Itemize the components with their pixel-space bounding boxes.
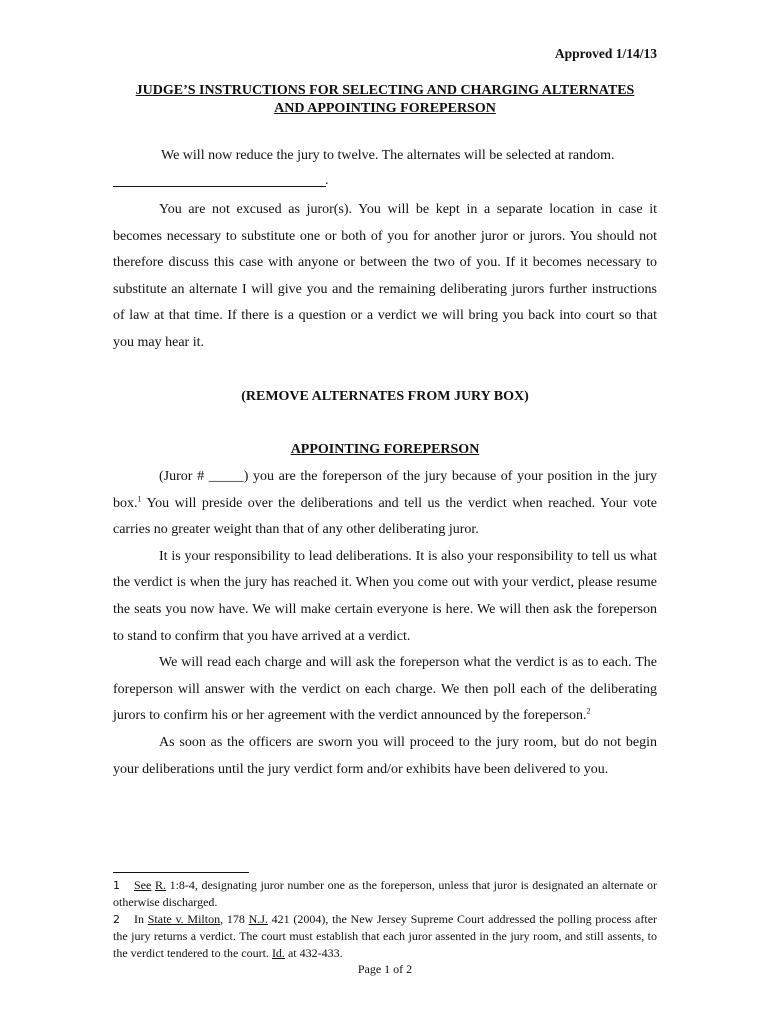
- footnote-2-id: Id.: [271, 946, 285, 960]
- footnote-1-text: 1:8-4, designating juror number one as the foreperson, unless that juror is designated an alternate or otherwise discharged.: [113, 878, 658, 909]
- footnote-2-pages: at 432-433.: [284, 946, 343, 960]
- foreperson-p3-text: We will read each charge and will ask the foreperson what the verdict is as to each. The foreperson will answer with the verdict on each charge. We then poll each of the deliberating jurors to confirm his or her agreement with the verdict announced by the foreperson.: [113, 655, 657, 724]
- title-line-1: JUDGE’S INSTRUCTIONS FOR SELECTING AND CHARGING ALTERNATES: [135, 83, 635, 98]
- footnotes: [113, 877, 657, 962]
- footnote-2-in: In: [134, 912, 148, 926]
- foreperson-paragraph-2: It is your responsibility to lead deliberations. It is also your responsibility to tell us what the verdict is when the jury has reached it. When you come out with your verdict, please resume the seats you now have. We will make certain everyone is here. We will then ask the foreperson to stand to confirm that you have arrived at a verdict.: [113, 548, 657, 644]
- footnote-ref-1: 1: [137, 493, 142, 503]
- remove-alternates-heading: (REMOVE ALTERNATES FROM JURY BOX): [241, 389, 529, 404]
- foreperson-paragraph-4: As soon as the officers are sworn you will proceed to the jury room, but do not begin your deliberations until the jury verdict form and/or exhibits have been delivered to you.: [113, 734, 657, 777]
- footnote-1: [113, 877, 657, 911]
- footnote-ref-2: 2: [586, 706, 591, 716]
- footnote-2-cite: , 178: [220, 912, 249, 926]
- foreperson-p1-text: (Juror # _____) you are the foreperson of the jury because of your position in the jury box.: [113, 469, 657, 511]
- footnote-2-reporter: N.J.: [248, 912, 268, 926]
- title-line-2: AND APPOINTING FOREPERSON: [274, 101, 496, 116]
- foreperson-p1-rest: You will preside over the deliberations and tell us the verdict when reached. Your vote carries no greater weight than that of any other deliberating juror.: [113, 495, 657, 538]
- footnote-2: [113, 911, 657, 962]
- appointing-foreperson-heading: APPOINTING FOREPERSON: [290, 442, 480, 457]
- footnote-divider: [113, 872, 249, 873]
- foreperson-paragraph-1: [113, 464, 657, 544]
- footnote-2-number: 2: [113, 913, 120, 926]
- not-excused-text: You are not excused as juror(s). You will be kept in a separate location in case it becomes necessary to substitute one or both of you for another juror or jurors. You should not therefore discuss this case with anyone or between the two of you. If it becomes necessary to substitute an alternate I will give you and the remaining deliberating jurors further instructions of law at that time. If there is a question or a verdict we will bring you back into court so that you may hear it.: [113, 202, 657, 350]
- approval-date: Approved 1/14/13: [554, 46, 657, 61]
- footnote-1-see: See: [134, 878, 152, 892]
- foreperson-section: [113, 464, 657, 783]
- fill-in-blank-line: [113, 186, 326, 187]
- foreperson-paragraph-3: [113, 650, 657, 730]
- reduce-jury-paragraph: [113, 143, 657, 170]
- document-title: [113, 82, 657, 118]
- footnote-1-rule: R.: [154, 878, 166, 892]
- page-number: Page 1 of 2: [357, 962, 413, 976]
- reduce-jury-text: We will now reduce the jury to twelve. The alternates will be selected at random.: [161, 148, 615, 163]
- footnote-2-text: 421 (2004), the New Jersey Supreme Court addressed the polling process after the jury returns a verdict. The court must establish that each juror assented in the jury room, and still assents, to the verdict tendered to the court.: [113, 912, 658, 960]
- footnote-2-case-name: State v. Milton: [147, 912, 221, 926]
- not-excused-paragraph: [113, 197, 657, 357]
- footnote-1-number: 1: [113, 879, 120, 892]
- blank-period: .: [325, 173, 329, 188]
